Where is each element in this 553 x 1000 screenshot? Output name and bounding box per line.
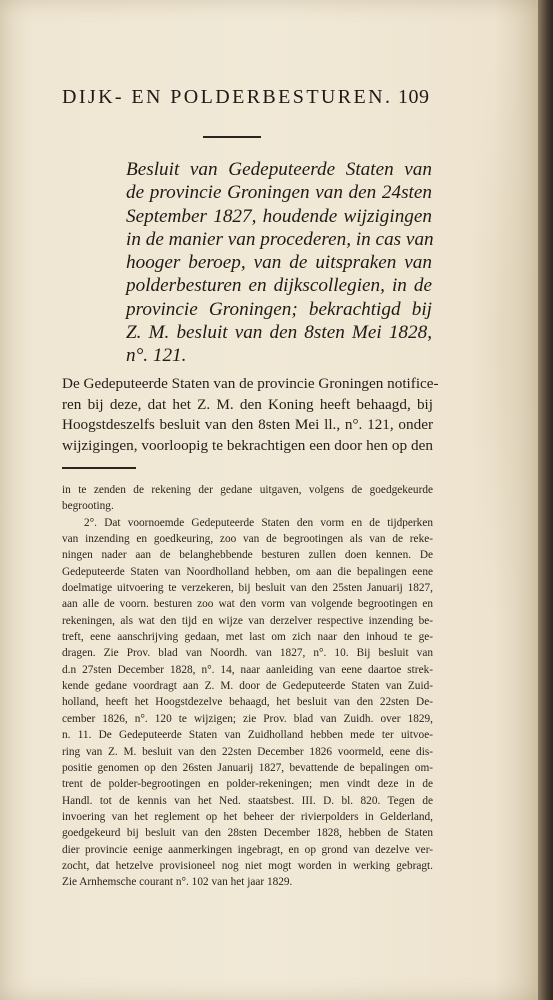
title-line: de provincie Groningen van den 24sten: [126, 182, 432, 204]
footnote-line: Zie Arnhemsche courant n°. 102 van het jaar 1829.: [62, 876, 293, 889]
decree-title: [86, 158, 432, 368]
body-text: [62, 374, 439, 457]
book-edge: [538, 0, 553, 1000]
footnote-line: cember 1826, n°. 120 te wijzigen; zie Prov. blad van Zuidh. over 1829,: [62, 712, 433, 725]
footnote-line: Gedeputeerde Staten van Noordholland hebben, om aan die bepalingen eene: [62, 565, 433, 578]
body-line: De Gedeputeerde Staten van de provincie Groningen notifice-: [62, 375, 439, 392]
title-line: provincie Groningen; bekrachtigd bij: [126, 298, 432, 320]
footnote-line: n. 11. De Gedeputeerde Staten van Zuidholland hebben mede ter uitvoe-: [62, 729, 433, 742]
title-line: in de manier van procederen, in cas van: [126, 228, 434, 250]
footnote-line: van inzending en goedkeuring, zoo van de begrootingen als van de reke-: [62, 533, 433, 546]
footnote-line: rekeningen, als wat den tijd en wijze van derzelver respective inzending be-: [62, 614, 433, 627]
footnote-line: trent de polder-begrootingen en polder-rekeningen; men vindt deze in de: [62, 778, 433, 791]
footnote-line: begrooting.: [62, 500, 114, 513]
footnote-divider: [62, 467, 136, 469]
footnote-line: aan alle de voorn. besturen zoo wat den vorm van volgende begrootingen en: [62, 598, 433, 611]
body-line: ren bij deze, dat het Z. M. den Koning heeft behaagd, bij: [62, 395, 433, 413]
title-line: September 1827, houdende wijzigingen: [126, 205, 432, 227]
footnote-line: invoering van het reglement op het beheer der rivierpolders in Gelderland,: [62, 810, 433, 823]
footnote-line: 2°. Dat voornoemde Gedeputeerde Staten den vorm en de tijdperken: [84, 516, 433, 529]
footnote-line: ningen nader aan de belanghebbende besturen zullen doen kennen. De: [62, 549, 433, 562]
footnote-line: dier provincie eenige aanmerkingen ingebragt, en op grond van dezelve ver-: [62, 843, 433, 856]
footnote-line: doelmatige uitvoering te verzekeren, bij besluit van den 25sten Januarij 1827,: [62, 582, 433, 595]
footnote-line: holland, heeft het Hoogstdezelve behaagd, het besluit van den 22sten De-: [62, 696, 433, 709]
running-head-title: DIJK- EN POLDERBESTUREN.: [62, 86, 393, 108]
footnote-line: d.n 27sten December 1828, n°. 14, naar aanleiding van eene daartoe strek-: [62, 663, 433, 676]
body-line: wijzigingen, voorloopig te bekrachtigen een door hen op den: [62, 437, 433, 455]
footnote-line: Handl. tot de kennis van het Ned. staatsbest. III. D. bl. 820. Tegen de: [62, 794, 433, 807]
footnote-text: [62, 482, 433, 891]
title-divider: [203, 136, 261, 138]
footnote-line: ring van Z. M. besluit van den 22sten December 1826 voormeld, eene dis-: [62, 745, 433, 758]
paper-stain: [470, 40, 530, 640]
page-number: 109: [398, 86, 430, 108]
footnote-line: zocht, dat hetzelve provisioneel nog niet mogt worden in werking gebragt.: [62, 859, 433, 872]
footnote-line: in te zenden de rekening der gedane uitgaven, volgens de goedgekeurde: [62, 484, 433, 496]
title-line: polderbesturen en dijkscollegien, in de: [126, 275, 432, 297]
footnote-line: dragen. Zie Prov. blad van Noordh. van 1827, n°. 10. Bij besluit van: [62, 647, 433, 660]
footnote-line: goedgekeurd bij besluit van den 28sten December 1828, hebben de Staten: [62, 827, 433, 840]
body-line: Hoogstdeszelfs besluit van den 8sten Mei ll., n°. 121, onder: [62, 416, 433, 434]
running-head: [62, 86, 432, 110]
title-line: n°. 121.: [126, 345, 187, 367]
title-line: Z. M. besluit van den 8sten Mei 1828,: [126, 322, 432, 344]
title-line: hooger beroep, van de uitspraken van: [126, 252, 432, 274]
footnote-line: kende gedane voordragt aan Z. M. door de Gedeputeerde Staten van Zuid-: [62, 680, 433, 693]
title-line: Besluit van Gedeputeerde Staten van: [126, 159, 432, 180]
footnote-line: positie genomen op den 26sten Januarij 1827, bevattende de bepalingen om-: [62, 761, 433, 774]
footnote-line: treft, eene aanschrijving gedaan, met last om zich naar den inhoud te ge-: [62, 631, 433, 644]
